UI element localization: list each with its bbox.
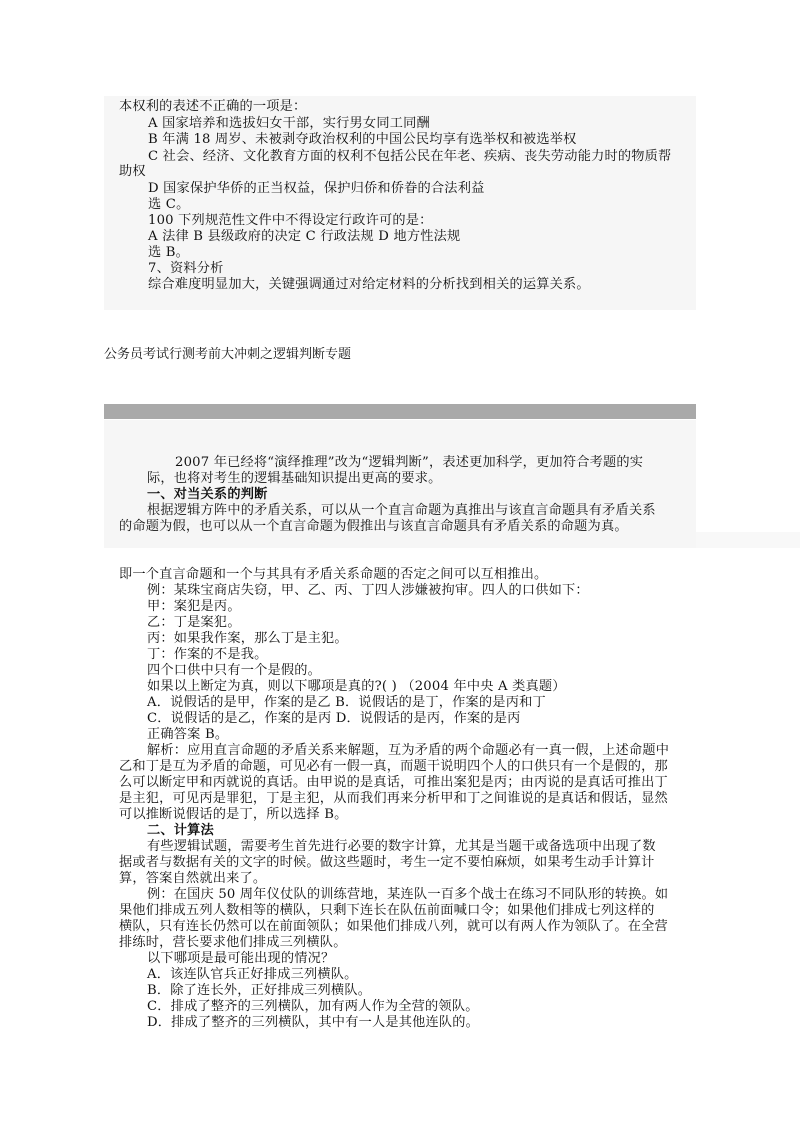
text-line: 本权利的表述不正确的一项是：: [119, 99, 307, 114]
text-line: 选 C。: [148, 197, 190, 212]
text-line: 综合难度明显加大，关键强调通过对给定材料的分析找到相关的运算关系。: [148, 277, 590, 292]
text-line: 际，也将对考生的逻辑基础知识提出更高的要求。: [147, 471, 442, 486]
text-line: A 国家培养和选拔妇女干部，实行男女同工同酬: [148, 116, 430, 131]
text-line: 7、资料分析: [148, 261, 224, 276]
text-line: 可以推断说假话的是丁，所以选择 B。: [119, 807, 348, 822]
text-line: 么可以断定甲和丙就说的真话。由甲说的是真话，可推出案犯是丙；由丙说的是真话可推出丁: [119, 775, 668, 790]
text-line: 四个口供中只有一个是假的。: [147, 663, 322, 678]
text-line: 丁：作案的不是我。: [147, 647, 268, 662]
text-line: 横队，只有连长仍然可以在前面领队；如果他们排成八列，就可以有两人作为领队了。在全营: [119, 919, 668, 934]
text-line: 有些逻辑试题，需要考生首先进行必要的数字计算，尤其是当题干或备选项中出现了数: [147, 839, 656, 854]
text-line: 例：某珠宝商店失窃，甲、乙、丙、丁四人涉嫌被拘审。四人的口供如下：: [147, 583, 589, 598]
text-line: 正确答案 B。: [147, 727, 229, 742]
text-line: C 社会、经济、文化教育方面的权利不包括公民在年老、疾病、丧失劳动能力时的物质帮: [148, 149, 672, 164]
text-line: B．除了连长外，正好排成三列横队。: [147, 983, 372, 998]
text-line: 丙：如果我作案，那么丁是主犯。: [147, 631, 348, 646]
text-line: D 国家保护华侨的正当权益，保护归侨和侨眷的合法利益: [148, 181, 485, 196]
text-line: 如果以上断定为真，则以下哪项是真的?( ) （2004 年中央 A 类真题）: [147, 679, 566, 694]
text-line: 果他们排成五列人数相等的横队，只剩下连长在队伍前面喊口令；如果他们排成七列这样的: [119, 903, 655, 918]
text-line: 乙：丁是案犯。: [147, 615, 241, 630]
text-line: 甲：案犯是丙。: [147, 599, 241, 614]
text-line: 排练时，营长要求他们排成三列横队。: [119, 935, 347, 950]
text-line: A．说假话的是甲，作案的是乙 B．说假话的是丁，作案的是丙和丁: [147, 695, 546, 710]
text-line: 例：在国庆 50 周年仪仗队的训练营地，某连队一百多个战士在练习不同队形的转换。如: [147, 887, 669, 902]
text-line: 据或者与数据有关的文字的时候。做这些题时，考生一定不要怕麻烦，如果考生动手计算计: [119, 855, 655, 870]
text-line: 100 下列规范性文件中不得设定行政许可的是：: [148, 213, 433, 228]
divider-bar: [104, 404, 696, 419]
text-line: 2007 年已经将“演绎推理”改为“逻辑判断”，表述更加科学，更加符合考题的实: [175, 455, 644, 470]
text-line: A．该连队官兵正好排成三列横队。: [147, 967, 358, 982]
section-heading: 一、对当关系的判断: [147, 487, 268, 502]
text-line: A 法律 B 县级政府的决定 C 行政法规 D 地方性法规: [148, 229, 461, 244]
text-line: 助权: [119, 164, 146, 179]
text-line: 即一个直言命题和一个与其具有矛盾关系命题的否定之间可以互相推出。: [119, 567, 548, 582]
text-line: 算，答案自然就出来了。: [119, 871, 267, 886]
text-line: 是主犯，可见丙是罪犯，丁是主犯，从而我们再来分析甲和丁之间谁说的是真话和假话，显然: [119, 791, 668, 806]
block-edge: [696, 532, 800, 548]
section-heading: 二、计算法: [147, 823, 214, 838]
text-line: 解析：应用直言命题的矛盾关系来解题，互为矛盾的两个命题必有一真一假，上述命题中: [147, 743, 670, 758]
text-line: D．排成了整齐的三列横队，其中有一人是其他连队的。: [147, 1015, 480, 1030]
text-line: 选 B。: [148, 245, 190, 260]
text-line: 乙和丁是互为矛盾的命题，可见必有一假一真，而题干说明四个人的口供只有一个是假的，那: [119, 759, 668, 774]
section-title: 公务员考试行测考前大冲刺之逻辑判断专题: [104, 347, 352, 362]
text-line: B 年满 18 周岁、未被剥夺政治权利的中国公民均享有选举权和被选举权: [148, 132, 577, 147]
text-line: 的命题为假，也可以从一个直言命题为假推出与该直言命题具有矛盾关系的命题为真。: [119, 519, 628, 534]
text-line: 根据逻辑方阵中的矛盾关系，可以从一个直言命题为真推出与该直言命题具有矛盾关系: [147, 503, 656, 518]
text-line: 以下哪项是最可能出现的情况？: [147, 951, 335, 966]
text-line: C．说假话的是乙，作案的是丙 D．说假话的是丙，作案的是丙: [147, 711, 521, 726]
text-line: C．排成了整齐的三列横队，加有两人作为全营的领队。: [147, 999, 479, 1014]
